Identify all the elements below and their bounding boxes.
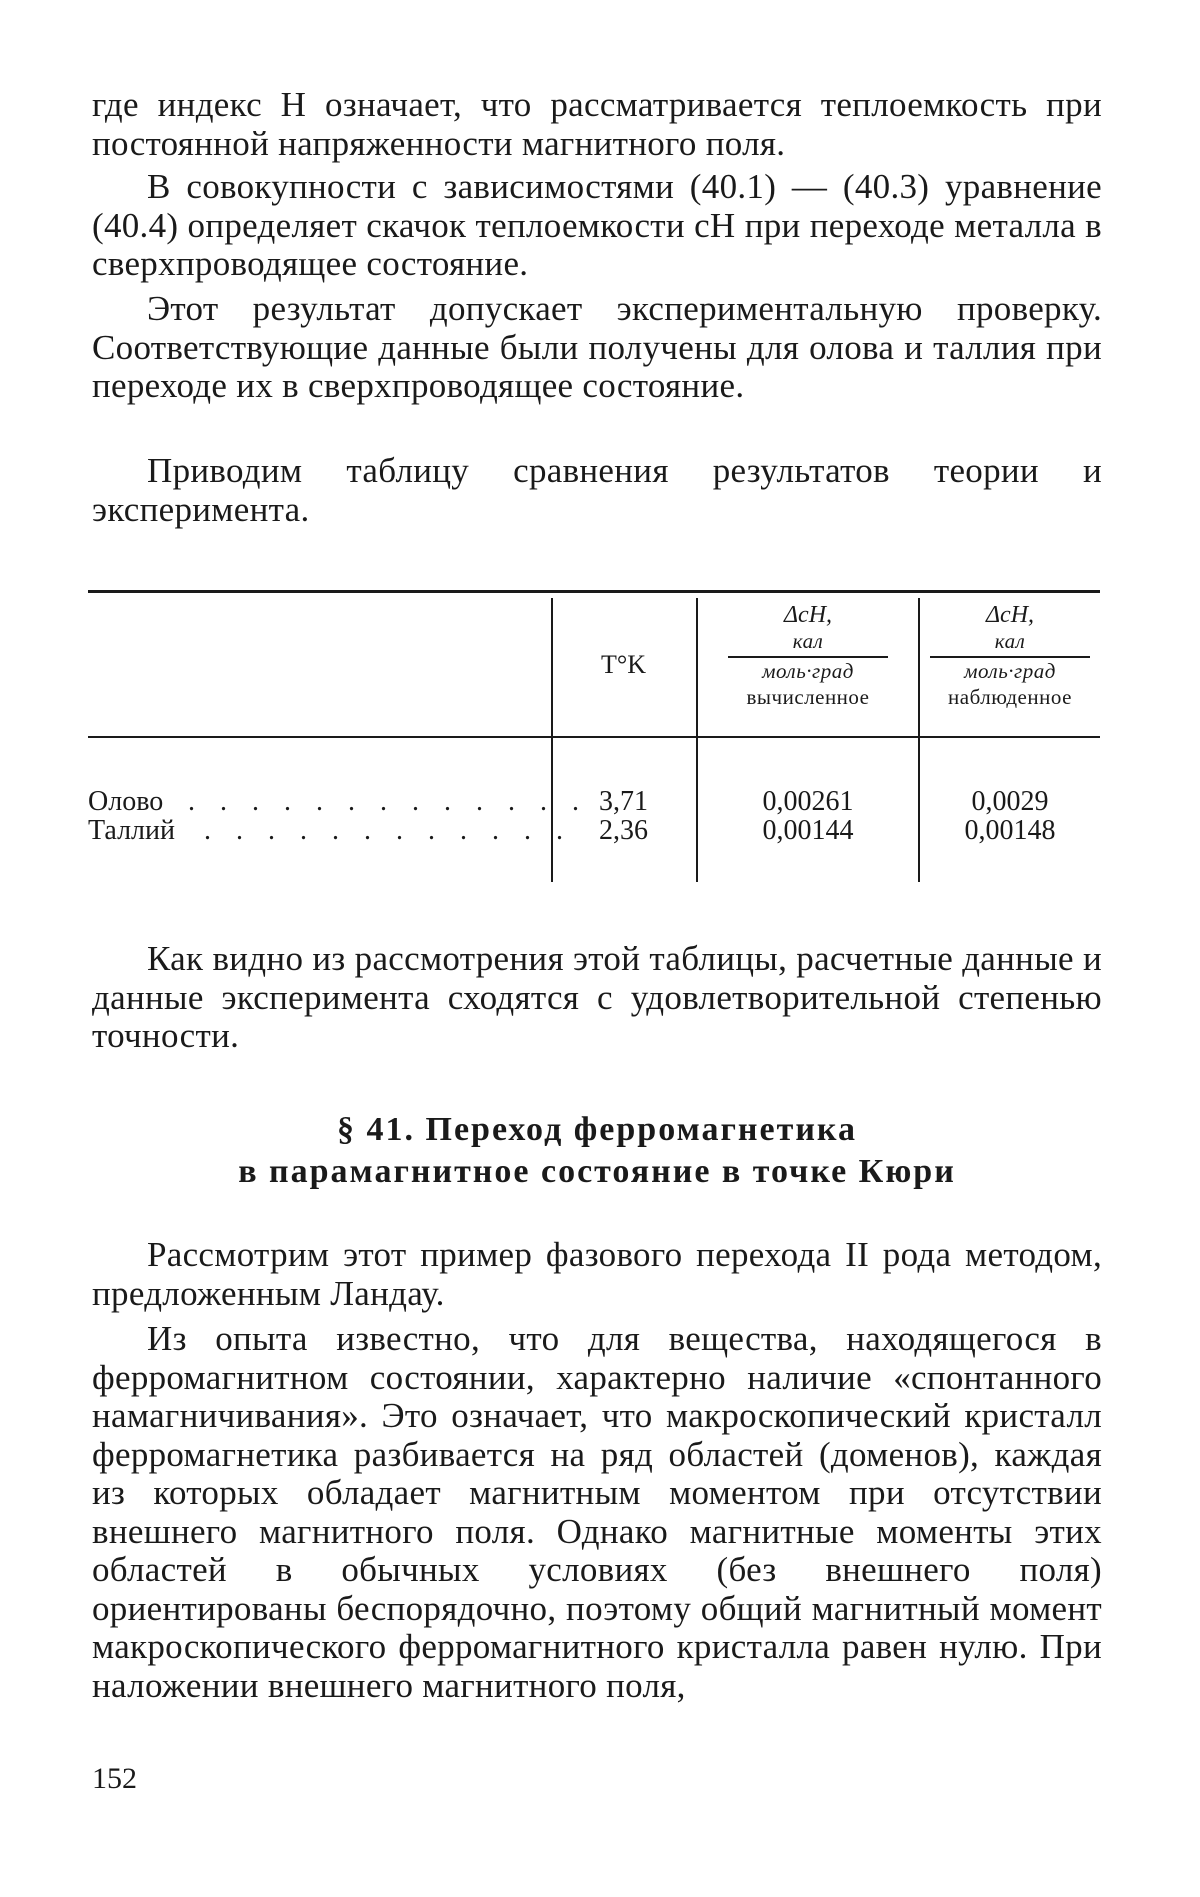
section-heading-line-2: в парамагнитное состояние в точке Кюри (238, 1153, 956, 1190)
table-header-rule (88, 736, 1100, 738)
header-obs-symbol: ΔcH, (985, 602, 1035, 628)
row-label-thallium: Таллий (88, 815, 175, 846)
row-leader-dots: . . . . . . . . . . . . (204, 815, 572, 846)
row-leader-dots: . . . . . . . . . . . . . (188, 786, 588, 817)
cell-tin-temp: 3,71 (599, 786, 648, 817)
row-label-tin: Олово (88, 786, 164, 817)
table-top-rule (88, 590, 1100, 593)
paragraph-table-intro: Приводим таблицу сравнения результатов теории и эксперимента. (92, 451, 1102, 529)
header-obs-unit-den: моль·град (964, 659, 1056, 683)
paragraph-spontaneous-magnetization: Из опыта известно, что для вещества, находящегося в ферромагнитном состоянии, характерно наличие «спонтанного намагничивания». Это означает, что макроскопический кристалл ферромагнетика разбивается на ряд областей (доменов), каждая из которых обладает магнитным моментом при отсутствии внешнего магнитного поля. Однако магнитные моменты этих областей в обычных условиях (без внешнего поля) ориентированы беспорядочно, поэтому общий магнитный момент макроскопического ферромагнитного кристалла равен нулю. При наложении внешнего магнитного поля, (92, 1319, 1102, 1705)
header-calc-symbol: ΔcH, (783, 602, 833, 628)
paragraph-table-conclusion: Как видно из рассмотрения этой таблицы, расчетные данные и данные эксперимента сходятся с удовлетворительной степенью точности. (92, 939, 1102, 1055)
page-number: 152 (92, 1762, 137, 1795)
header-calc-note: вычисленное (746, 685, 870, 709)
cell-tin-calc: 0,00261 (762, 786, 854, 817)
cell-thallium-temp: 2,36 (599, 815, 648, 846)
paragraph-heat-capacity-index: где индекс H означает, что рассматривается теплоемкость при постоянной напряженности магнитного поля. (92, 85, 1102, 163)
header-obs-unit-num: кал (994, 629, 1026, 653)
header-obs-note: наблюденное (948, 685, 1072, 709)
paragraph-experimental-check: Этот результат допускает экспериментальную проверку. Соответствующие данные были получены для олова и таллия при переходе их в сверхпроводящее состояние. (92, 289, 1102, 405)
section-heading-line-1: § 41. Переход ферромагнетика (337, 1111, 857, 1148)
header-temperature: T°K (600, 650, 647, 679)
header-calculated (698, 602, 918, 710)
header-calc-unit-num: кал (792, 629, 824, 653)
header-calc-unit-den: моль·град (762, 659, 854, 683)
cell-thallium-obs: 0,00148 (964, 815, 1056, 846)
paragraph-jump-heat-capacity: В совокупности с зависимостями (40.1) — (40.3) уравнение (40.4) определяет скачок теплоемкости cH при переходе металла в сверхпроводящее состояние. (92, 167, 1102, 283)
cell-tin-obs: 0,0029 (971, 786, 1049, 817)
header-observed (920, 602, 1100, 710)
paragraph-landau-method: Рассмотрим этот пример фазового перехода II рода методом, предложенным Ландау. (92, 1235, 1102, 1313)
cell-thallium-calc: 0,00144 (762, 815, 854, 846)
comparison-table (88, 590, 1100, 890)
